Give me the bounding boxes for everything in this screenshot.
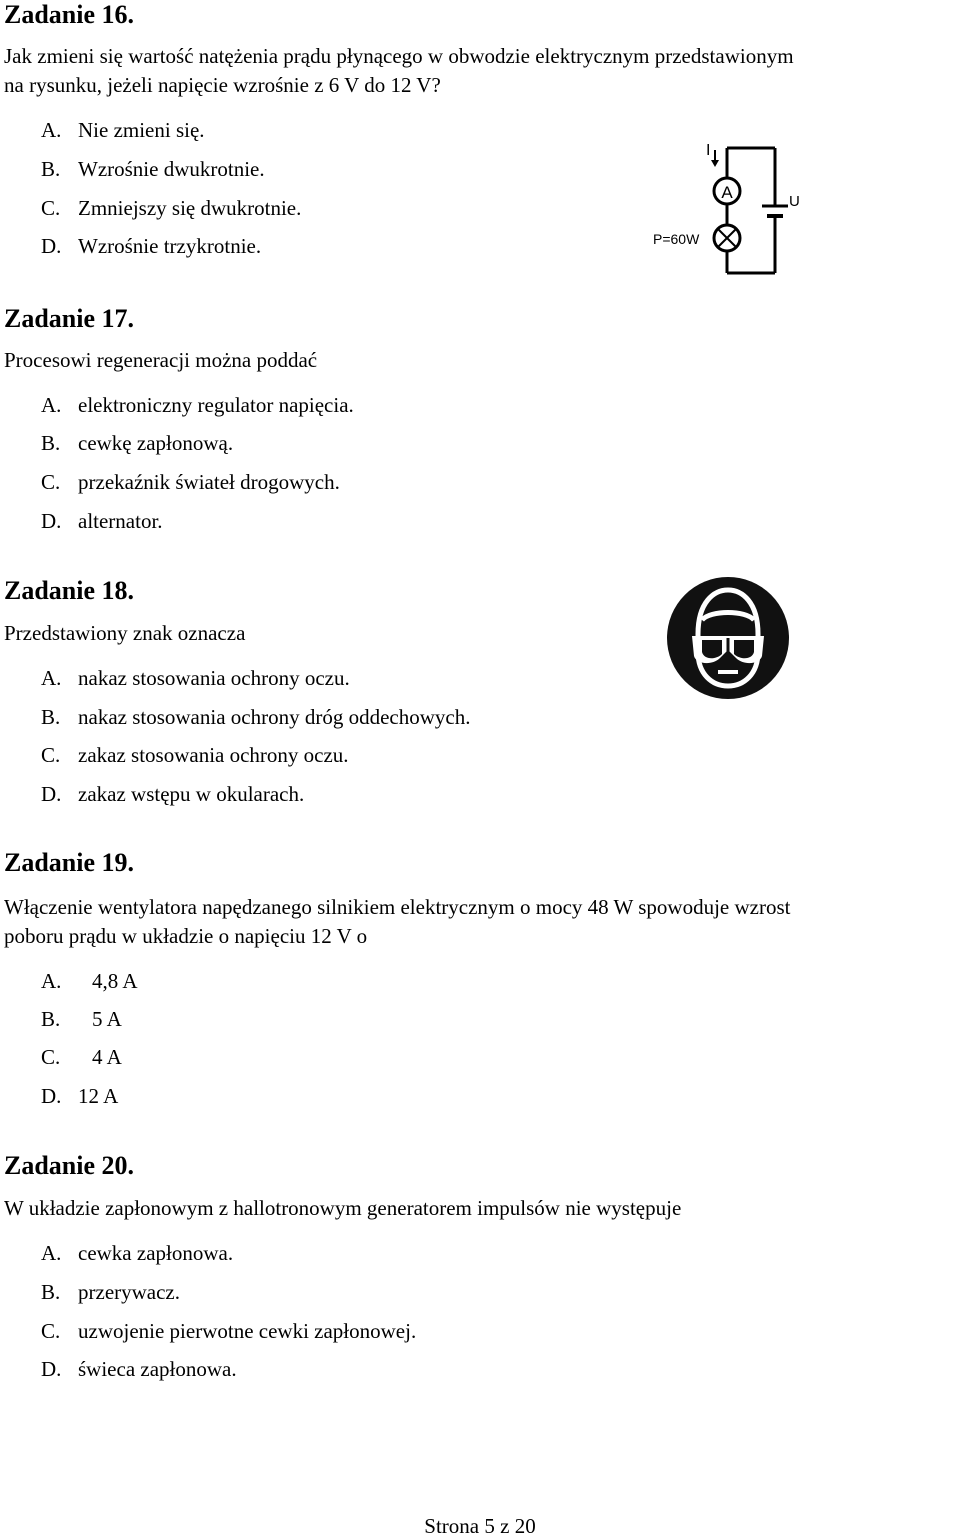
task-20-option-b[interactable] (41, 1278, 180, 1306)
option-text: nakaz stosowania ochrony dróg oddechowych. (78, 705, 471, 729)
option-text: Nie zmieni się. (78, 118, 205, 142)
option-letter: C. (41, 1045, 61, 1069)
task-17-option-d[interactable] (41, 507, 163, 535)
option-text: przekaźnik świateł drogowych. (78, 470, 340, 494)
task-18-option-a[interactable] (41, 664, 350, 692)
option-text: 4,8 A (92, 969, 138, 993)
option-letter: B. (41, 1007, 61, 1031)
task-18-question: Przedstawiony znak oznacza (4, 621, 246, 645)
task-17-option-b[interactable] (41, 429, 233, 457)
task-17-question: Procesowi regeneracji można poddać (4, 348, 318, 372)
option-letter: D. (41, 234, 62, 258)
task-16-option-d[interactable] (41, 232, 261, 260)
option-text: zakaz wstępu w okularach. (78, 782, 305, 806)
task-20-option-a[interactable] (41, 1239, 233, 1267)
option-letter: C. (41, 470, 61, 494)
option-letter: B. (41, 705, 61, 729)
option-letter: D. (41, 509, 62, 533)
task-18-option-c[interactable] (41, 741, 349, 769)
task-20-option-d[interactable] (41, 1355, 237, 1383)
task-16-option-a[interactable] (41, 116, 205, 144)
option-letter: A. (41, 393, 62, 417)
task-19-option-b[interactable] (41, 1005, 122, 1033)
option-letter: A. (41, 666, 62, 690)
task-19-option-c[interactable] (41, 1043, 122, 1071)
page-number-footer: Strona 5 z 20 (424, 1514, 536, 1538)
task-20-option-c[interactable] (41, 1317, 416, 1345)
option-text: 12 A (78, 1084, 119, 1108)
option-text: Wzrośnie trzykrotnie. (78, 234, 262, 258)
option-text: świeca zapłonowa. (78, 1357, 237, 1381)
option-text: elektroniczny regulator napięcia. (78, 393, 354, 417)
option-text: cewka zapłonowa. (78, 1241, 234, 1265)
option-text: alternator. (78, 509, 163, 533)
option-letter: B. (41, 1280, 61, 1304)
option-text: przerywacz. (78, 1280, 181, 1304)
option-text: cewkę zapłonową. (78, 431, 234, 455)
option-letter: D. (41, 1084, 62, 1108)
task-18-heading: Zadanie 18. (4, 576, 135, 605)
option-text: Wzrośnie dwukrotnie. (78, 157, 265, 181)
option-letter: A. (41, 1241, 62, 1265)
option-text: Zmniejszy się dwukrotnie. (78, 196, 302, 220)
task-19-heading: Zadanie 19. (4, 848, 135, 877)
option-letter: C. (41, 196, 61, 220)
circuit-diagram (645, 138, 815, 283)
task-17-option-a[interactable] (41, 391, 354, 419)
task-16-option-b[interactable] (41, 155, 265, 183)
current-arrow-icon (711, 160, 719, 167)
task-18-option-b[interactable] (41, 703, 470, 731)
option-letter: D. (41, 782, 62, 806)
option-letter: C. (41, 743, 61, 767)
task-17-option-c[interactable] (41, 468, 340, 496)
task-16-option-c[interactable] (41, 194, 301, 222)
task-20-question: W układzie zapłonowym z hallotronowym generatorem impulsów nie występuje (4, 1196, 682, 1220)
current-label: I (706, 142, 711, 159)
option-letter: C. (41, 1319, 61, 1343)
option-letter: D. (41, 1357, 62, 1381)
task-19-question-line-1: Włączenie wentylatora napędzanego silnikiem elektrycznym o mocy 48 W spowoduje wzrost (4, 895, 791, 919)
power-label: P=60W (653, 231, 700, 247)
task-19-question-line-2: poboru prądu w układzie o napięciu 12 V o (4, 924, 368, 948)
option-letter: A. (41, 118, 62, 142)
option-text: uzwojenie pierwotne cewki zapłonowej. (78, 1319, 417, 1343)
task-16-question-line-2: na rysunku, jeżeli napięcie wzrośnie z 6 V do 12 V? (4, 73, 441, 97)
option-letter: B. (41, 157, 61, 181)
option-letter: B. (41, 431, 61, 455)
task-16-question-line-1: Jak zmieni się wartość natężenia prądu płynącego w obwodzie elektrycznym przedstawionym (4, 44, 794, 68)
option-text: zakaz stosowania ochrony oczu. (78, 743, 349, 767)
option-letter: A. (41, 969, 62, 993)
task-18-option-d[interactable] (41, 780, 304, 808)
voltage-label: U (789, 193, 800, 210)
option-text: 4 A (92, 1045, 122, 1069)
option-text: 5 A (92, 1007, 122, 1031)
eye-protection-sign-icon (664, 574, 792, 702)
task-19-option-d[interactable] (41, 1082, 118, 1110)
lamp-icon (714, 225, 740, 251)
task-17-heading: Zadanie 17. (4, 304, 135, 333)
ammeter-label: A (721, 183, 733, 202)
option-text: nakaz stosowania ochrony oczu. (78, 666, 350, 690)
task-20-heading: Zadanie 20. (4, 1151, 135, 1180)
task-16-heading: Zadanie 16. (4, 0, 135, 29)
task-19-option-a[interactable] (41, 967, 138, 995)
